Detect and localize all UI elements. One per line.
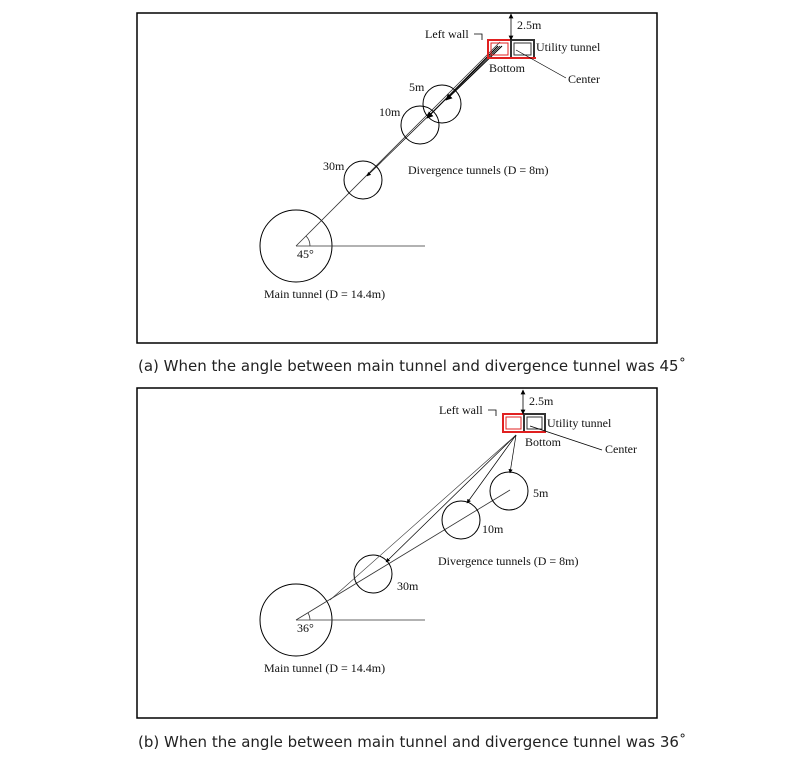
reference-line-main [330, 435, 516, 600]
panel-b-frame [137, 388, 657, 718]
panel-a-frame [137, 13, 657, 343]
divergence-tunnels-label: Divergence tunnels (D = 8m) [438, 554, 579, 568]
bottom-label: Bottom [525, 435, 562, 449]
bottom-label: Bottom [489, 61, 526, 75]
main-tunnel-label: Main tunnel (D = 14.4m) [264, 287, 386, 301]
left-wall-label: Left wall [439, 403, 483, 417]
center-label: Center [568, 72, 600, 86]
arrow-10m [467, 435, 516, 503]
left-wall-label: Left wall [425, 27, 469, 41]
distance-label-30m: 30m [323, 159, 345, 173]
depth-label: 2.5m [517, 18, 542, 32]
utility-tunnel-right-inner [514, 43, 531, 55]
panel-a-caption: (a) When the angle between main tunnel and divergence tunnel was 45˚ [138, 357, 687, 375]
panel-b-caption: (b) When the angle between main tunnel and divergence tunnel was 36˚ [138, 733, 687, 751]
distance-label-30m: 30m [397, 579, 419, 593]
angle-arc [308, 613, 310, 620]
arrow-5m [510, 435, 516, 473]
panel-b [137, 388, 657, 718]
angle-label: 36° [297, 621, 314, 635]
panel-a [137, 13, 657, 343]
alignment-line [296, 42, 500, 246]
distance-label-5m: 5m [409, 80, 425, 94]
utility-tunnel-label: Utility tunnel [547, 416, 612, 430]
depth-label: 2.5m [529, 394, 554, 408]
utility-tunnel-left-inner [506, 417, 521, 429]
main-tunnel-label: Main tunnel (D = 14.4m) [264, 661, 386, 675]
left-wall-pointer [474, 34, 482, 40]
distance-label-10m: 10m [379, 105, 401, 119]
distance-label-10m: 10m [482, 522, 504, 536]
divergence-tunnels-label: Divergence tunnels (D = 8m) [408, 163, 549, 177]
utility-tunnel-label: Utility tunnel [536, 40, 601, 54]
center-label: Center [605, 442, 637, 456]
angle-label: 45° [297, 247, 314, 261]
left-wall-pointer [488, 410, 496, 416]
angle-arc [306, 236, 310, 246]
distance-label-5m: 5m [533, 486, 549, 500]
